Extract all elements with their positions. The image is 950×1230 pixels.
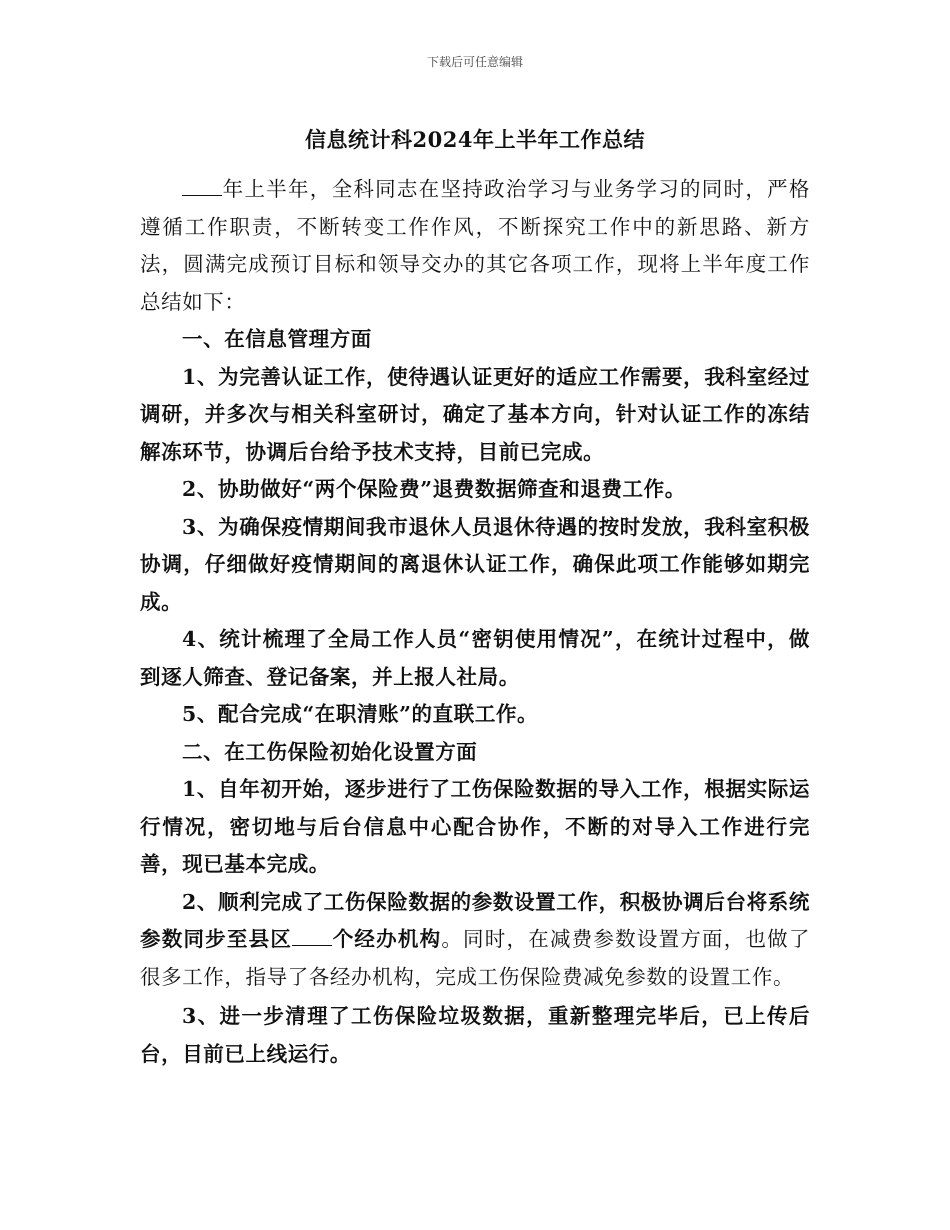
section2-item-3: 3、进一步清理了工伤保险垃圾数据，重新整理完毕后，已上传后台，目前已上线运行。: [140, 1004, 810, 1066]
intro-paragraph: [140, 171, 810, 321]
header-note: 下载后可任意编辑: [426, 55, 523, 69]
document-title: 信息统计科2024年上半年工作总结: [305, 127, 645, 152]
section2-item-2-bold-a: 2、顺利完成了工伤保险数据的参数设置工作，积极协调后台将系统参数同步至县区: [140, 889, 810, 951]
section2-item-2: [140, 884, 810, 997]
section2-item-1: 1、自年初开始，逐步进行了工伤保险数据的导入工作，根据实际运行情况，密切地与后台信息中心配合协作，不断的对导入工作进行完善，现已基本完成。: [140, 777, 810, 876]
section1-item-1: 1、为完善认证工作，使待遇认证更好的适应工作需要，我科室经过调研，并多次与相关科室研讨，确定了基本方向，针对认证工作的冻结解冻环节，协调后台给予技术支持，目前已完成。: [140, 364, 810, 464]
county-count-blank: [292, 927, 332, 946]
section1-item-4: 4、统计梳理了全局工作人员“密钥使用情况”，在统计过程中，做到逐人筛查、登记备案，并上报人社局。: [140, 627, 810, 689]
section2-item-2-light: 。同时，在减费参数设置方面，也做了很多工作，指导了各经办机构，完成工伤保险费减免参数的设置工作。: [140, 927, 811, 989]
intro-text: 年上半年，全科同志在坚持政治学习与业务学习的同时，严格遵循工作职责，不断转变工作作风，不断探究工作中的新思路、新方法，圆满完成预订目标和领导交办的其它各项工作，现将上半年度工作总结如下：: [140, 177, 810, 314]
section1-item-5: 5、配合完成“在职清账”的直联工作。: [182, 702, 539, 726]
section2-item-2-bold-b: 个经办机构: [332, 927, 442, 951]
section1-item-2: 2、协助做好“两个保险费”退费数据筛查和退费工作。: [182, 477, 686, 501]
document-body: [140, 171, 810, 1073]
section2-heading: 二、在工伤保险初始化设置方面: [182, 739, 478, 764]
section1-heading: 一、在信息管理方面: [182, 327, 372, 351]
year-blank: [182, 177, 222, 196]
section1-item-3: 3、为确保疫情期间我市退休人员退休待遇的按时发放，我科室积极协调，仔细做好疫情期间的离退休认证工作，确保此项工作能够如期完成。: [140, 514, 810, 614]
